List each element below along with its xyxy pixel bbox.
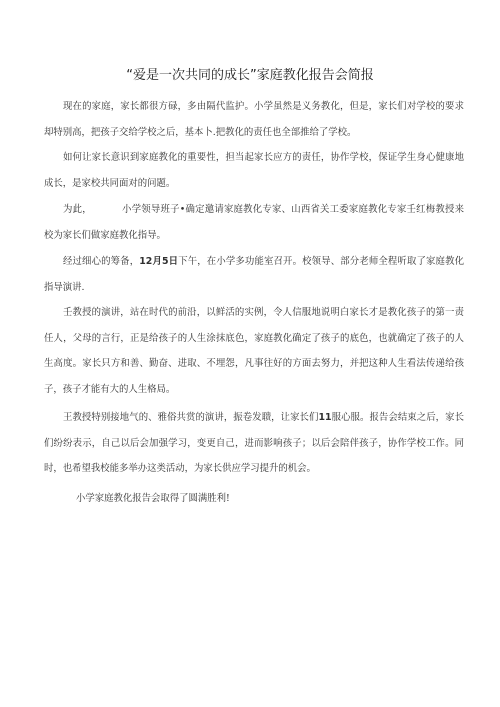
feedback-number: 11 (318, 412, 332, 423)
paragraph-preparation-body: 下午，在小学多功能室召开。校领导、部分老师全程听取了家庭教化指导演讲. (44, 256, 464, 293)
event-date: 12月5日 (139, 256, 179, 267)
document-title: “爱是一次共同的成长”家庭教化报告会简报 (126, 68, 374, 83)
paragraph-invitation (44, 197, 464, 248)
paragraph-conclusion: 小学家庭教化报告会取得了圆满胜利! (76, 493, 230, 504)
paragraph-preparation-lead: 经过细心的筹备， (63, 256, 140, 267)
paragraph-invitation-lead: 为此， (63, 204, 92, 215)
paragraph-feedback-lead: 王教授特别接地气的、雅俗共赏的演讲，振卷发聩，让家长们 (63, 412, 319, 423)
paragraph-question: 如何让家长意识到家庭教化的重要性，担当起家长应方的责任，协作学校，保证学生身心健康地成长，是家校共同面对的问题。 (44, 152, 464, 189)
paragraph-preparation (44, 249, 464, 300)
paragraph-invitation-body: 小学领导班子•确定邀请家庭教化专家、山西省关工委家庭教化专家壬红梅教授来校为家长们做家庭教化指导。 (44, 204, 464, 241)
paragraph-feedback (44, 405, 464, 482)
paragraph-feedback-body: 服心服。报告会结束之后，家长们纷纷表示，自己以后会加强学习，变更自己，进而影响孩子；以后会陪伴孩子，协作学校工作。同时，也希望我校能多举办这类活动，为家长供应学习提升的机会。 (44, 412, 464, 474)
paragraph-lecture-content: 壬教授的演讲，站在时代的前沿，以鲜活的实例，令人信服地说明白家长才是教化孩子的第一责任人，父母的言行，正是给孩子的人生涂抹底色，家庭教化确定了孩子的底色，也就确定了孩子的人生高度。家长只方和善、勤奋、进取、不埋怨，凡事往好的方面去努力，并把这种人生看法传递给孩子，孩子才能有大的人生格局。 (44, 307, 464, 395)
paragraph-intro: 现在的家庭，家长都很方碌，多由隔代监护。小学虽然是义务教化，但是，家长们对学校的要求却特别高，把孩子交给学校之后，基本卜.把教化的责任也全部推给了学校。 (44, 101, 464, 138)
